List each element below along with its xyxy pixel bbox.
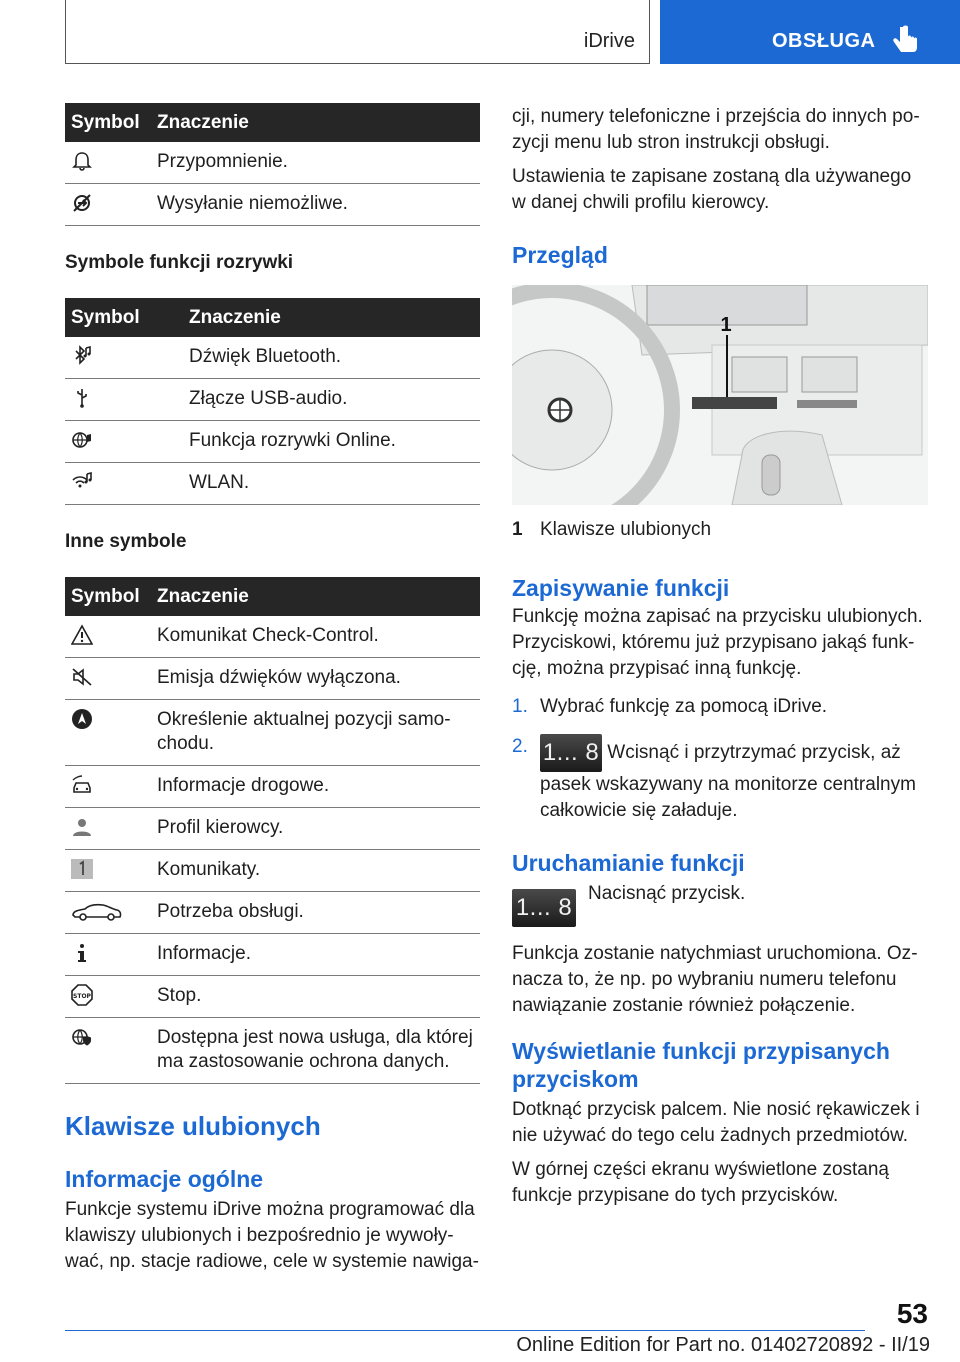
table-row <box>65 463 480 505</box>
page-number: 53 <box>896 1298 928 1329</box>
edition-footer: Online Edition for Part no. 01402720892 - II/19 <box>516 1334 930 1356</box>
row-text: Komunikat Check-Control. <box>151 616 480 658</box>
row-text: Wysyłanie niemożliwe. <box>151 184 480 226</box>
left-column <box>65 103 480 1275</box>
header-chapter-tab <box>660 0 960 64</box>
other-symbols-table <box>65 577 480 1084</box>
row-text: Określenie aktualnej pozycji samochodu. <box>151 700 480 766</box>
section-title: iDrive <box>583 30 635 52</box>
table-row <box>65 421 480 463</box>
row-text: Złącze USB-audio. <box>183 379 480 421</box>
entertainment-symbols-table <box>65 298 480 505</box>
info-icon <box>71 942 93 964</box>
col-meaning-header: Znaczenie <box>151 577 480 616</box>
step-number: 2. <box>512 736 528 757</box>
table-row <box>65 337 480 379</box>
col-meaning-header: Znaczenie <box>151 103 480 142</box>
display-functions-text: Dotknąć przycisk palcem. Nie nosić rękawiczek i nie używać do tego celu żadnych przedmiotów. <box>512 1099 920 1146</box>
overview-heading: Przegląd <box>512 242 608 268</box>
caption-text: Klawisze ulubionych <box>540 519 712 540</box>
row-text: Informacje. <box>151 934 480 976</box>
send-disabled-icon <box>71 192 93 214</box>
col-meaning-header: Znaczenie <box>183 298 480 337</box>
save-steps-list <box>512 694 928 824</box>
usb-icon <box>71 387 93 409</box>
dashboard-drawing <box>512 285 928 505</box>
step-text: Wcisnąć i przytrzymać przycisk, aż pasek wskazywany na monitorze centralnym całkowicie się załaduje. <box>540 742 916 821</box>
step-number: 1. <box>512 696 528 717</box>
dashboard-illustration <box>512 285 928 505</box>
save-function-text: Funkcję można zapisać na przycisku ulubionych. Przyciskowi, któremu już przypisano jakąś funkcję, można przypisać inną funkcję. <box>512 606 923 679</box>
entertainment-heading: Symbole funkcji rozrywki <box>65 252 294 273</box>
general-info-continued <box>512 104 928 156</box>
row-text: Emisja dźwięków wyłączona. <box>151 658 480 700</box>
table-row <box>65 892 480 934</box>
row-text: Dostępna jest nowa usługa, dla której ma zastosowanie ochrona danych. <box>151 1018 480 1084</box>
mute-icon <box>71 666 93 688</box>
car-service-icon <box>71 900 123 922</box>
data-protection-icon <box>71 1026 93 1048</box>
figure-caption <box>512 519 928 541</box>
row-text: Profil kierowcy. <box>151 808 480 850</box>
favorite-keys-button-image: 1... 8 <box>512 889 576 927</box>
warning-triangle-icon <box>71 624 93 646</box>
table-row <box>65 184 480 226</box>
favorites-title: Klawisze ulubionych <box>65 1111 321 1141</box>
row-text: Stop. <box>151 976 480 1018</box>
table-row <box>65 934 480 976</box>
table-row <box>65 700 480 766</box>
favorite-keys-button-image: 1... 8 <box>540 734 602 772</box>
col-symbol-header: Symbol <box>65 577 151 616</box>
row-text: Potrzeba obsługi. <box>151 892 480 934</box>
col-symbol-header: Symbol <box>65 298 183 337</box>
right-column <box>512 104 928 1209</box>
hand-pointer-icon <box>892 24 920 58</box>
list-item <box>512 694 928 720</box>
messages-icon <box>71 858 93 880</box>
list-item <box>512 734 928 824</box>
online-entertainment-icon <box>71 429 93 451</box>
position-icon <box>71 708 93 730</box>
symbols-table-1 <box>65 103 480 226</box>
traffic-info-icon <box>71 774 93 796</box>
save-function-heading: Zapisywanie funkcji <box>512 575 730 601</box>
bluetooth-audio-icon <box>71 345 93 367</box>
general-info-text: Funkcje systemu iDrive można programować dla klawiszy ulubionych i bezpośrednio je wywoływać, np. stacje radiowe, cele w systemie nawiga <box>65 1199 479 1272</box>
profile-note-text: Ustawienia te zapisane zostaną dla używanego w danej chwili profilu kierowcy. <box>512 166 912 213</box>
caption-number: 1 <box>512 519 523 540</box>
step-text: Wybrać funkcję za pomocą iDrive. <box>540 696 828 717</box>
table-row <box>65 808 480 850</box>
display-functions-heading: Wyświetlanie funkcji przypisanych przyciskom <box>512 1038 890 1092</box>
table-row <box>65 616 480 658</box>
header-left-box <box>65 0 650 64</box>
run-function-text: Nacisnąć przycisk. <box>588 883 746 904</box>
display-functions-text-2: W górnej części ekranu wyświetlone zostaną funkcje przypisane do tych przycisków. <box>512 1159 890 1206</box>
other-symbols-heading: Inne symbole <box>65 531 187 552</box>
table-row <box>65 1018 480 1084</box>
row-text: Przypomnienie. <box>151 142 480 184</box>
general-info-heading: Informacje ogólne <box>65 1166 264 1192</box>
wlan-icon <box>71 471 93 493</box>
chapter-title: OBSŁUGA <box>772 30 876 52</box>
table-row <box>65 976 480 1018</box>
table-row <box>65 379 480 421</box>
run-function-row <box>512 883 928 927</box>
table-row <box>65 142 480 184</box>
col-symbol-header: Symbol <box>65 103 151 142</box>
row-text: WLAN. <box>183 463 480 505</box>
bell-icon <box>71 150 93 172</box>
table-row <box>65 766 480 808</box>
table-row <box>65 658 480 700</box>
general-info-text-continued: ji, numery telefoniczne i przejścia do innych pozycji menu lub stron instrukcji obsługi. <box>512 106 920 153</box>
run-function-heading: Uruchamianie funkcji <box>512 850 745 876</box>
run-function-explanation: Funkcja zostanie natychmiast uruchomiona. Oznacza to, że np. po wybraniu numeru telefonu nawiązanie zostanie również połączenie. <box>512 943 918 1016</box>
footer-divider <box>65 1330 865 1331</box>
figure-callout-label: 1 <box>720 314 732 336</box>
row-text: Dźwięk Bluetooth. <box>183 337 480 379</box>
stop-icon <box>71 984 93 1006</box>
row-text: Komunikaty. <box>151 850 480 892</box>
driver-profile-icon <box>71 816 93 838</box>
row-text: Informacje drogowe. <box>151 766 480 808</box>
svg-text:STOP: STOP <box>73 993 91 1000</box>
row-text: Funkcja rozrywki Online. <box>183 421 480 463</box>
table-row <box>65 850 480 892</box>
